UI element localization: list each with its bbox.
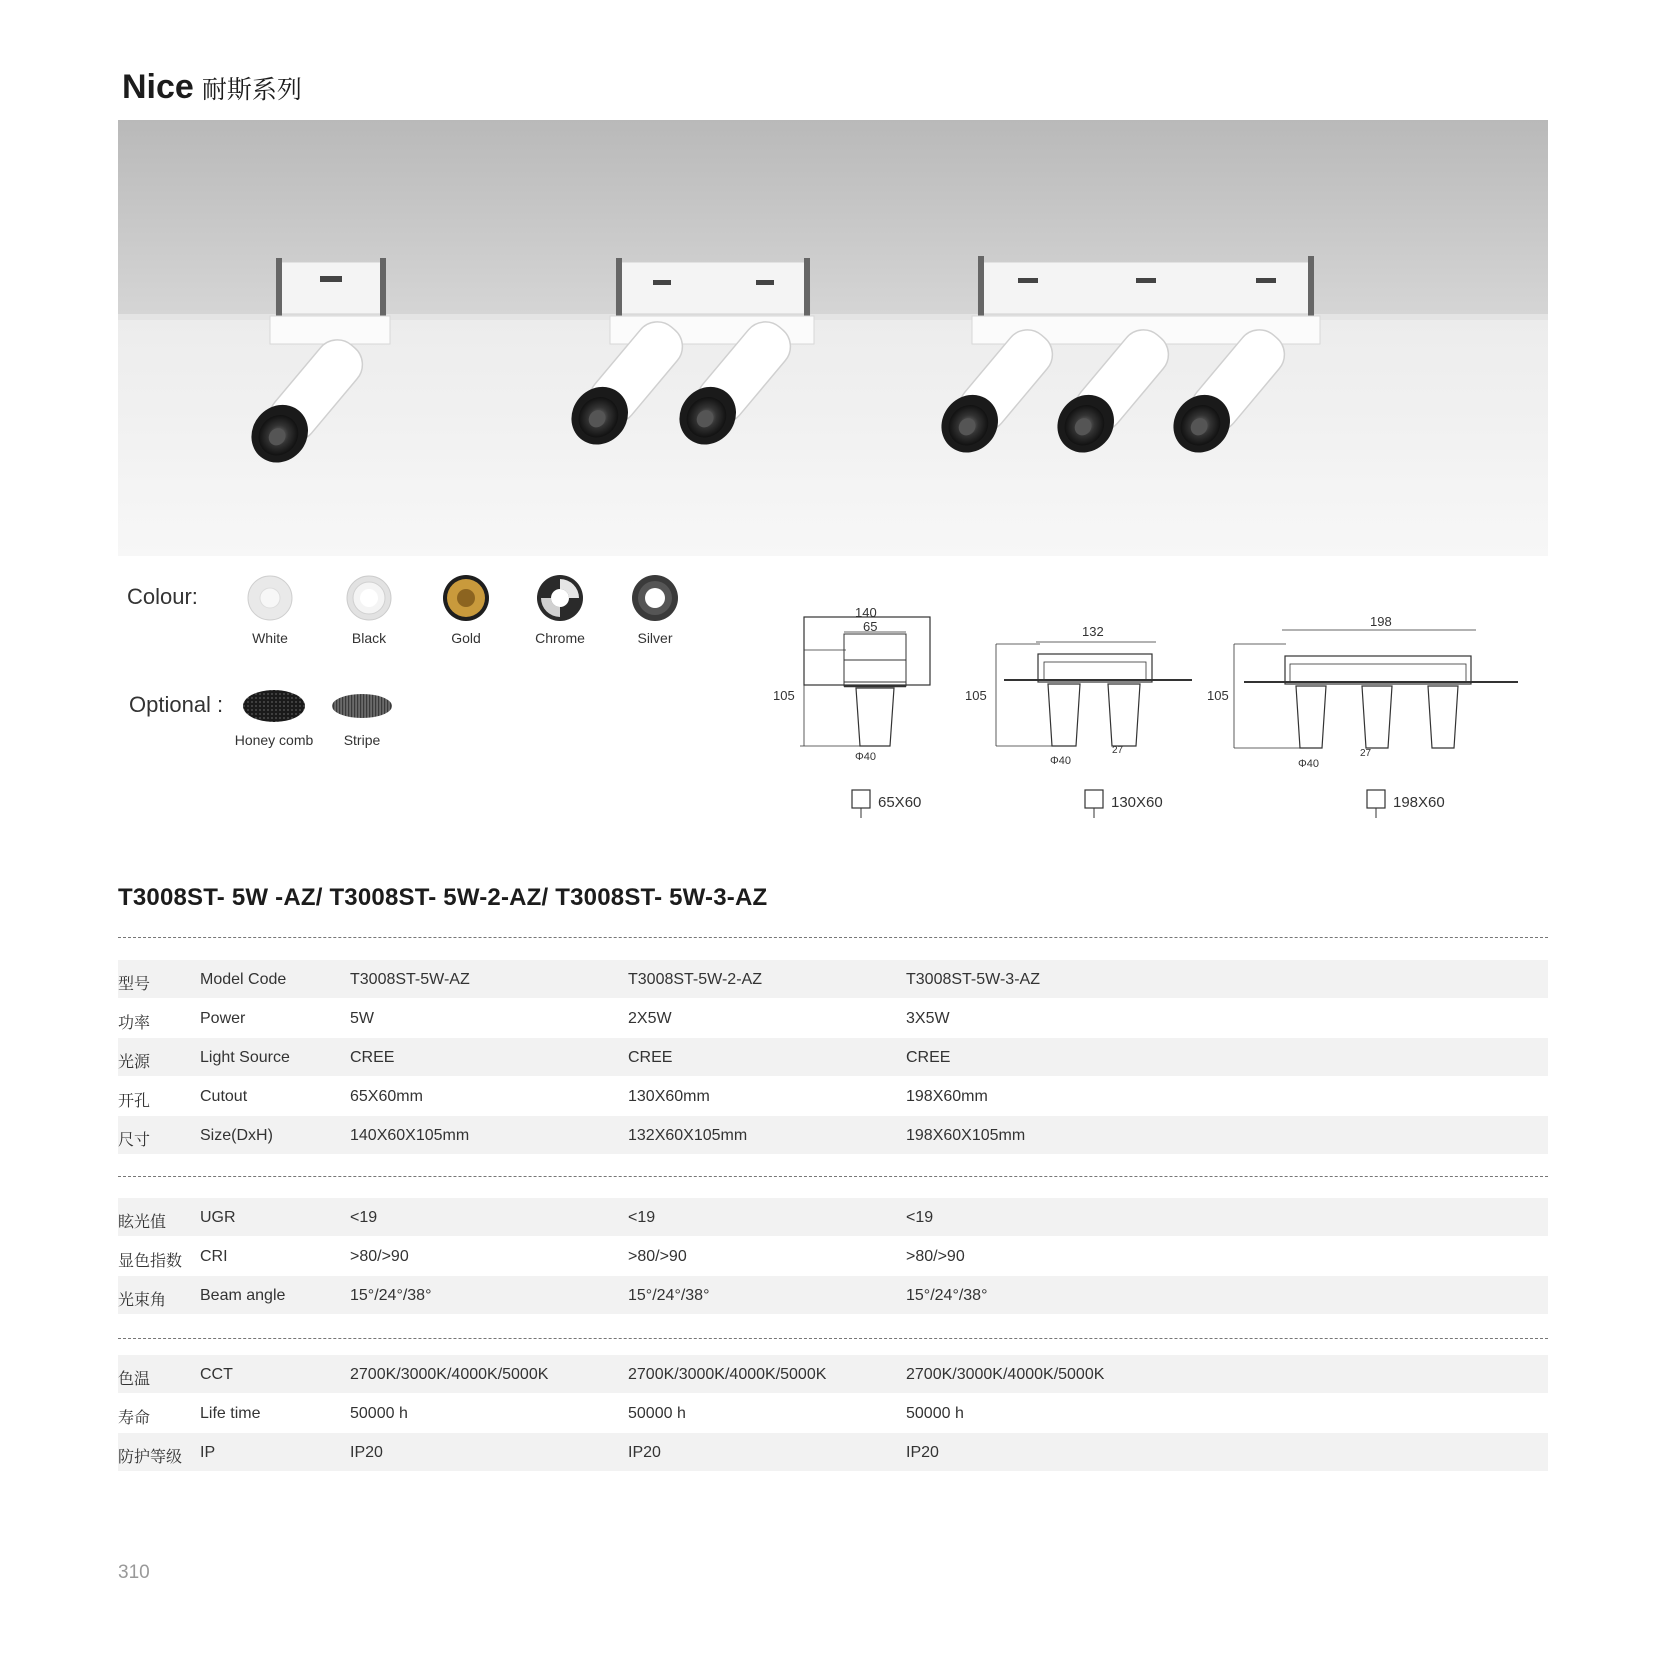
spec-label-en: Power [200, 1010, 246, 1027]
spec-row-cct [118, 1355, 1548, 1393]
swatch-white [220, 574, 320, 646]
spec-row-ip [118, 1433, 1548, 1471]
swatch-label: Gold [451, 630, 481, 646]
spec-label-en: Life time [200, 1405, 261, 1422]
drawing-triple [1207, 614, 1518, 818]
spec-label-cn: 光源 [118, 1054, 151, 1071]
spec-value: 50000 h [350, 1405, 408, 1422]
spec-label-cn: 功率 [118, 1015, 151, 1032]
spec-row-model-code [118, 960, 1548, 998]
dim-width: 132 [1082, 624, 1104, 639]
spec-label-en: CRI [200, 1248, 228, 1265]
spec-value: T3008ST-5W-AZ [350, 971, 470, 988]
optional-stripe [312, 688, 412, 748]
drawing-double [965, 624, 1192, 818]
spec-label-cn: 型号 [118, 976, 151, 993]
spec-label-cn: 光束角 [118, 1292, 167, 1309]
spec-label-cn: 显色指数 [118, 1253, 183, 1270]
dim-diameter: Φ40 [1050, 755, 1072, 767]
optional-label: Optional : [129, 692, 224, 717]
model-heading: T3008ST- 5W -AZ/ T3008ST- 5W-2-AZ/ T3008ST- 5W-3-AZ [118, 884, 768, 911]
stripe-louver-icon [330, 688, 394, 724]
spec-value: 50000 h [628, 1405, 686, 1422]
dim-height: 105 [1207, 688, 1229, 703]
spec-value: T3008ST-5W-2-AZ [628, 971, 762, 988]
spec-value: 132X60X105mm [628, 1127, 748, 1144]
spec-row-ugr [118, 1198, 1548, 1236]
drawing-single [773, 605, 930, 818]
spec-label-cn: 防护等级 [118, 1449, 183, 1466]
dim-width: 198 [1370, 614, 1392, 629]
divider [118, 1176, 1548, 1177]
spec-row-light-source [118, 1038, 1548, 1076]
swatch-label: Black [351, 630, 387, 646]
technical-drawings [760, 600, 1530, 830]
swatch-gold [416, 574, 516, 646]
dim-height: 105 [773, 688, 795, 703]
spec-value: IP20 [628, 1444, 661, 1461]
spec-value: 198X60mm [906, 1088, 988, 1105]
swatch-black [319, 574, 419, 646]
spec-value: 15°/24°/38° [628, 1287, 710, 1304]
spec-value: 65X60mm [350, 1088, 423, 1105]
spec-label-en: Model Code [200, 971, 287, 988]
spec-label-en: Light Source [200, 1049, 290, 1066]
spec-value: 50000 h [906, 1405, 964, 1422]
spec-value: >80/>90 [350, 1248, 409, 1265]
spec-value: 15°/24°/38° [350, 1287, 432, 1304]
colour-label: Colour: [127, 584, 198, 609]
spec-label-en: CCT [200, 1366, 233, 1383]
spec-label-cn: 眩光值 [118, 1214, 167, 1231]
spec-value: 198X60X105mm [906, 1127, 1026, 1144]
finish-black-icon [345, 574, 393, 622]
honeycomb-louver-icon [242, 688, 306, 724]
dim-spacing: 27 [1360, 748, 1372, 759]
dim-diameter: Φ40 [1298, 758, 1320, 770]
product-photo [118, 120, 1548, 556]
spec-value: 130X60mm [628, 1088, 710, 1105]
spec-value: 2700K/3000K/4000K/5000K [350, 1366, 549, 1383]
spec-label-en: IP [200, 1444, 216, 1461]
spec-value: IP20 [350, 1444, 383, 1461]
optional-label-item: Stripe [343, 732, 381, 748]
spec-value: IP20 [906, 1444, 939, 1461]
finish-silver-icon [631, 574, 679, 622]
spec-value: CREE [906, 1049, 951, 1066]
divider [118, 1338, 1548, 1339]
spec-value: CREE [628, 1049, 673, 1066]
dim-spacing: 27 [1112, 745, 1124, 756]
finish-white-icon [246, 574, 294, 622]
page-title [122, 68, 302, 107]
spec-row-cri [118, 1237, 1548, 1275]
swatch-label: Chrome [535, 630, 585, 646]
swatch-chrome [510, 574, 610, 646]
spec-label-cn: 寿命 [118, 1410, 151, 1427]
spec-value: CREE [350, 1049, 395, 1066]
spec-value: 140X60X105mm [350, 1127, 470, 1144]
cutout-label: 65X60 [878, 794, 922, 811]
spec-label-en: UGR [200, 1209, 236, 1226]
spec-label-cn: 开孔 [118, 1093, 151, 1110]
spec-value: 3X5W [906, 1010, 950, 1027]
spec-label-cn: 色温 [118, 1371, 151, 1388]
spec-row-power [118, 999, 1548, 1037]
cutout-label: 130X60 [1111, 794, 1163, 811]
spec-value: 2X5W [628, 1010, 672, 1027]
swatch-silver [605, 574, 705, 646]
optional-label-item: Honey comb [234, 732, 314, 748]
spec-value: <19 [906, 1209, 934, 1226]
spec-value: T3008ST-5W-3-AZ [906, 971, 1040, 988]
series-name-cn: 耐斯系列 [201, 76, 302, 104]
spec-value: <19 [628, 1209, 656, 1226]
spec-value: >80/>90 [628, 1248, 687, 1265]
spec-value: 2700K/3000K/4000K/5000K [628, 1366, 827, 1383]
spec-value: >80/>90 [906, 1248, 965, 1265]
spec-row-cutout [118, 1077, 1548, 1115]
series-name: Nice [122, 68, 194, 106]
spec-value: 5W [350, 1010, 374, 1027]
dim-height: 105 [965, 688, 987, 703]
spec-label-en: Beam angle [200, 1287, 286, 1304]
spec-value: <19 [350, 1209, 378, 1226]
spec-value: 15°/24°/38° [906, 1287, 988, 1304]
spec-label-en: Size(DxH) [200, 1127, 273, 1144]
page-number: 310 [118, 1562, 150, 1583]
spec-row-size [118, 1116, 1548, 1154]
cutout-label: 198X60 [1393, 794, 1445, 811]
dim-inner: 65 [863, 619, 878, 634]
swatch-label: White [252, 630, 288, 646]
finish-gold-icon [442, 574, 490, 622]
optional-honeycomb [224, 688, 324, 748]
spec-row-life-time [118, 1394, 1548, 1432]
spec-label-en: Cutout [200, 1088, 248, 1105]
dim-width: 140 [855, 605, 877, 620]
swatch-label: Silver [637, 630, 673, 646]
dim-diameter: Φ40 [855, 751, 877, 763]
finish-chrome-icon [536, 574, 584, 622]
spec-label-cn: 尺寸 [118, 1132, 151, 1149]
divider [118, 937, 1548, 938]
spec-row-beam-angle [118, 1276, 1548, 1314]
spec-value: 2700K/3000K/4000K/5000K [906, 1366, 1105, 1383]
